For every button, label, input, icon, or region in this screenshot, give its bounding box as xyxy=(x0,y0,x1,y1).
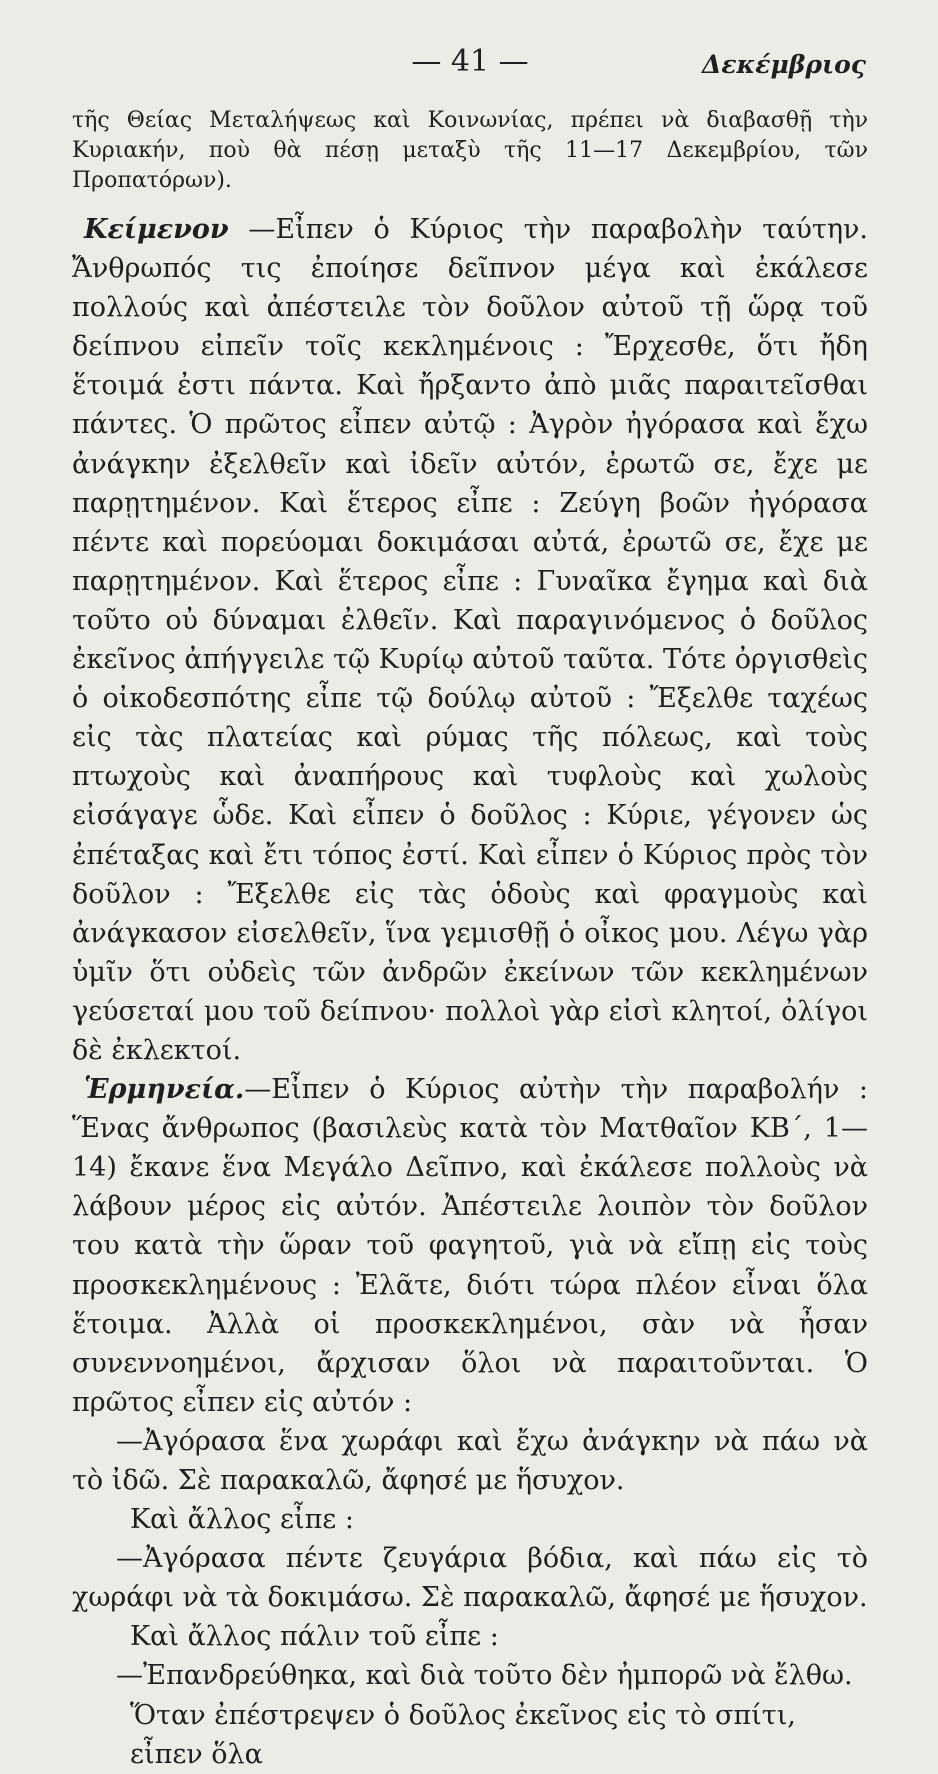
speaker-line: Καὶ ἄλλος εἶπε : xyxy=(130,1504,354,1536)
speaker-line: Ὅταν ἐπέστρεψεν ὁ δοῦλος ἐκεῖνος εἰς τὸ σπίτι, εἶπεν ὅλα xyxy=(130,1699,796,1770)
dialogue-line: —Ἀγόρασα ἕνα χωράφι καὶ ἔχω ἀνάγκην νὰ πάω νὰ τὸ ἰδῶ. Σὲ παρακαλῶ, ἄφησέ με ἥσυχον. xyxy=(72,1425,868,1496)
page-header xyxy=(72,44,868,100)
page-number: — 41 — xyxy=(411,44,529,79)
keimenon-label: Κείμενον xyxy=(84,214,229,245)
dialogue-line: —Ἀγόρασα πέντε ζευγάρια βόδια, καὶ πάω εἰς τὸ χωράφι νὰ τὰ δοκιμάσω. Σὲ παρακαλῶ, ἄφησέ με ἥσυχον. xyxy=(72,1543,868,1614)
ermineia-paragraph xyxy=(72,1070,868,1422)
intro-paragraph: τῆς Θείας Μεταλήψεως καὶ Κοινωνίας, πρέπει νὰ διαβασθῇ τὴν Κυριακήν, ποὺ θὰ πέσῃ μεταξὺ τῆς 11—17 Δεκεμβρίου, τῶν Προπατόρων). xyxy=(72,108,868,193)
keimenon-paragraph xyxy=(72,210,868,1070)
dialogue-line: —Ἐπανδρεύθηκα, καὶ διὰ τοῦτο δὲν ἠμπορῶ νὰ ἔλθω. xyxy=(116,1660,853,1692)
running-head: Δεκέμβριος xyxy=(701,50,866,79)
main-text xyxy=(72,210,868,1774)
speaker-line: Καὶ ἄλλος πάλιν τοῦ εἶπε : xyxy=(130,1621,499,1653)
keimenon-text: —Εἶπεν ὁ Κύριος τὴν παραβολὴν ταύτην. Ἄνθρωπός τις ἐποίησε δεῖπνον μέγα καὶ ἐκάλεσε πολλούς καὶ ἀπέστειλε τὸν δοῦλον αὐτοῦ τῇ ὥρᾳ τοῦ δείπνου εἰπεῖν τοῖς κεκλημένοις : Ἔρχεσθε, ὅτι ἤδη ἕτοιμά ἐστι πάντα. Καὶ ἤρξαντο ἀπὸ μιᾶς παραιτεῖσθαι πάντες. Ὁ πρῶτος εἶπεν αὐτῷ : Ἀγρὸν ἠγόρασα καὶ ἔχω ἀνάγκην ἐξελθεῖν καὶ ἰδεῖν αὐτόν, ἐρωτῶ σε, ἔχε με παρῃτημένον. Καὶ ἕτερος εἶπε : Ζεύγη βοῶν ἠγόρασα πέντε καὶ πορεύομαι δοκιμάσαι αὐτά, ἐρωτῶ σε, ἔχε με παρῃτημένον. Καὶ ἕτερος εἶπε : Γυναῖκα ἔγημα καὶ διὰ τοῦτο οὐ δύναμαι ἐλθεῖν. Καὶ παραγινόμενος ὁ δοῦλος ἐκεῖνος ἀπήγγειλε τῷ Κυρίῳ αὐτοῦ ταῦτα. Τότε ὀργισθεὶς ὁ οἰκοδεσπότης εἶπε τῷ δούλῳ αὐτοῦ : Ἔξελθε ταχέως εἰς τὰς πλατείας καὶ ρύμας τῆς πόλεως, καὶ τοὺς πτωχοὺς καὶ ἀναπήρους καὶ τυφλοὺς καὶ χωλοὺς εἰσάγαγε ὧδε. Καὶ εἶπεν ὁ δοῦλος : Κύριε, γέγονεν ὡς ἐπέταξας καὶ ἔτι τόπος ἐστί. Καὶ εἶπεν ὁ Κύριος πρὸς τὸν δοῦλον : Ἔξελθε εἰς τὰς ὁδοὺς καὶ φραγμοὺς καὶ ἀνάγκασον εἰσελθεῖν, ἵνα γεμισθῇ ὁ οἶκος μου. Λέγω γὰρ ὑμῖν ὅτι οὐδεὶς τῶν ἀνδρῶν ἐκείνων τῶν κεκλημένων γεύσεταί μου τοῦ δείπνου· πολλοὶ γὰρ εἰσὶ κλητοί, ὀλίγοι δὲ ἐκλεκτοί. xyxy=(72,214,868,1066)
ermineia-label: Ἑρμηνεία. xyxy=(84,1074,245,1106)
ermineia-text: —Εἶπεν ὁ Κύριος αὐτὴν τὴν παραβολήν : Ἕνας ἄνθρωπος (βασιλεὺς κατὰ τὸν Ματθαῖον ΚΒ΄, 1—14) ἔκανε ἕνα Μεγάλο Δεῖπνο, καὶ ἐκάλεσε πολλοὺς νὰ λάβουν μέρος εἰς αὐτόν. Ἀπέστειλε λοιπὸν τὸν δοῦλον του κατὰ τὴν ὥραν τοῦ φαγητοῦ, γιὰ νὰ εἴπῃ εἰς τοὺς προσκεκλημένους : Ἐλᾶτε, διότι τώρα πλέον εἶναι ὅλα ἕτοιμα. Ἀλλὰ οἱ προσκεκλημένοι, σὰν νὰ ἦσαν συνεννοημένοι, ἄρχισαν ὅλοι νὰ παραιτοῦνται. Ὁ πρῶτος εἶπεν εἰς αὐτόν : xyxy=(72,1074,868,1418)
